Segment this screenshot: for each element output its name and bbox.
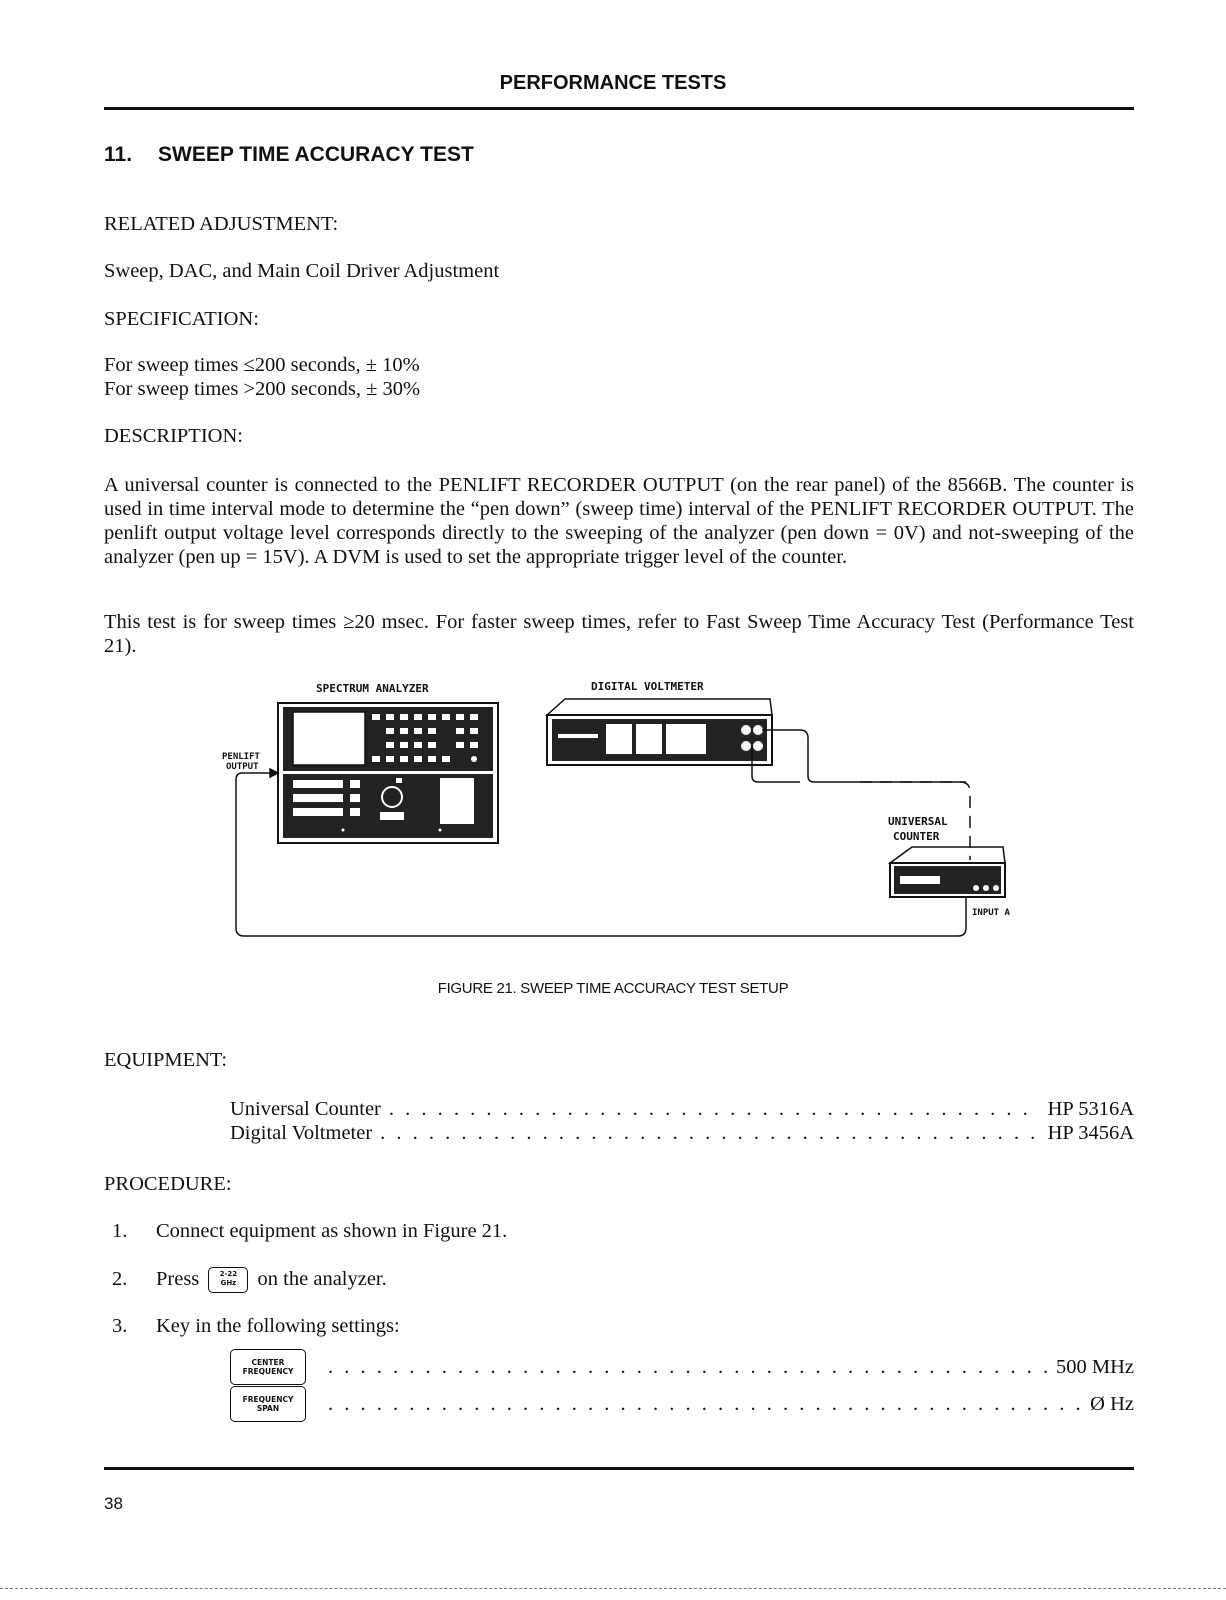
procedure-heading: PROCEDURE: (104, 1173, 232, 1195)
page-header-title: PERFORMANCE TESTS (499, 72, 727, 94)
dot-leader (380, 1121, 1039, 1145)
equipment-row (230, 1121, 1134, 1145)
digital-voltmeter-label: DIGITAL VOLTMETER (591, 680, 704, 693)
description-heading: DESCRIPTION: (104, 425, 243, 447)
equipment-heading: EQUIPMENT: (104, 1049, 228, 1071)
step-number: 1. (112, 1220, 128, 1242)
page-number: 38 (104, 1494, 123, 1513)
section-title (104, 143, 474, 167)
procedure-step-2 (112, 1267, 1132, 1293)
equipment-model: HP 3456A (1047, 1122, 1134, 1144)
dot-leader (328, 1392, 1082, 1416)
key-label-line1: CENTER (251, 1358, 285, 1367)
dvm-to-counter-cable (762, 730, 966, 782)
equipment-row (230, 1097, 1134, 1121)
key-label-line2: SPAN (256, 1404, 280, 1413)
equipment-name: Digital Voltmeter (230, 1122, 373, 1144)
universal-label-line2: COUNTER (893, 830, 940, 843)
procedure-step-3 (112, 1314, 1132, 1338)
scan-edge-line (0, 1588, 1226, 1589)
specification-heading: SPECIFICATION: (104, 308, 259, 330)
setting-row (230, 1349, 1134, 1385)
frequency-band-key (208, 1267, 248, 1293)
dot-leader (389, 1097, 1040, 1121)
penlift-label-line2: OUTPUT (226, 762, 259, 772)
universal-label-line1: UNIVERSAL (888, 815, 948, 828)
center-frequency-key (230, 1349, 306, 1385)
equipment-model: HP 5316A (1047, 1098, 1134, 1120)
penlift-label-line1: PENLIFT (222, 752, 260, 762)
setting-value: Ø Hz (1090, 1393, 1134, 1415)
step-text-before: Press (156, 1268, 200, 1290)
specification-line-2: For sweep times >200 seconds, ± 30% (104, 378, 421, 400)
spectrum-analyzer-icon (278, 703, 498, 843)
test-setup-figure (0, 670, 1226, 970)
input-a-label: INPUT A (972, 908, 1010, 918)
spectrum-analyzer-label: SPECTRUM ANALYZER (316, 682, 429, 695)
setting-value: 500 MHz (1055, 1356, 1134, 1378)
header-rule (104, 107, 1134, 110)
step-number: 2. (112, 1268, 128, 1290)
step-number: 3. (112, 1315, 128, 1337)
description-paragraph-1: A universal counter is connected to the PENLIFT RECORDER OUTPUT (on the rear panel) of the 8566B. The counter is used in time interval mode to determine the “pen down” (sweep time) interval of the PENLIFT RECORDER OUTPUT. The penlift output voltage level corresponds directly to the sweeping of the analyzer (pen down = 0V) and not-sweeping of the analyzer (pen up = 15V). A DVM is used to set the appropriate trigger level of the counter. (104, 474, 1134, 568)
setting-row (230, 1386, 1134, 1422)
section-title-text: SWEEP TIME ACCURACY TEST (158, 143, 474, 166)
universal-counter-icon (890, 847, 1005, 897)
step-text-after: on the analyzer. (257, 1268, 387, 1290)
dot-leader (328, 1355, 1048, 1379)
key-label-line1: 2-22 (219, 1270, 238, 1279)
step-text: Key in the following settings: (156, 1315, 400, 1337)
figure-caption: FIGURE 21. SWEEP TIME ACCURACY TEST SETUP (437, 980, 789, 997)
key-label-line1: FREQUENCY (242, 1395, 294, 1404)
procedure-step-1 (112, 1219, 1132, 1243)
equipment-name: Universal Counter (230, 1098, 381, 1120)
key-label-line2: GHz (220, 1279, 237, 1288)
step-text: Connect equipment as shown in Figure 21. (156, 1220, 508, 1242)
key-label-line2: FREQUENCY (242, 1367, 294, 1376)
specification-line-1: For sweep times ≤200 seconds, ± 10% (104, 354, 420, 376)
related-adjustment-text: Sweep, DAC, and Main Coil Driver Adjustment (104, 260, 500, 282)
section-number: 11. (104, 143, 133, 166)
digital-voltmeter-icon (547, 699, 772, 765)
frequency-span-key (230, 1386, 306, 1422)
related-adjustment-heading: RELATED ADJUSTMENT: (104, 213, 339, 235)
footer-rule (104, 1467, 1134, 1470)
description-paragraph-2: This test is for sweep times ≥20 msec. For faster sweep times, refer to Fast Sweep Time Accuracy Test (Performance Test 21). (104, 611, 1134, 657)
